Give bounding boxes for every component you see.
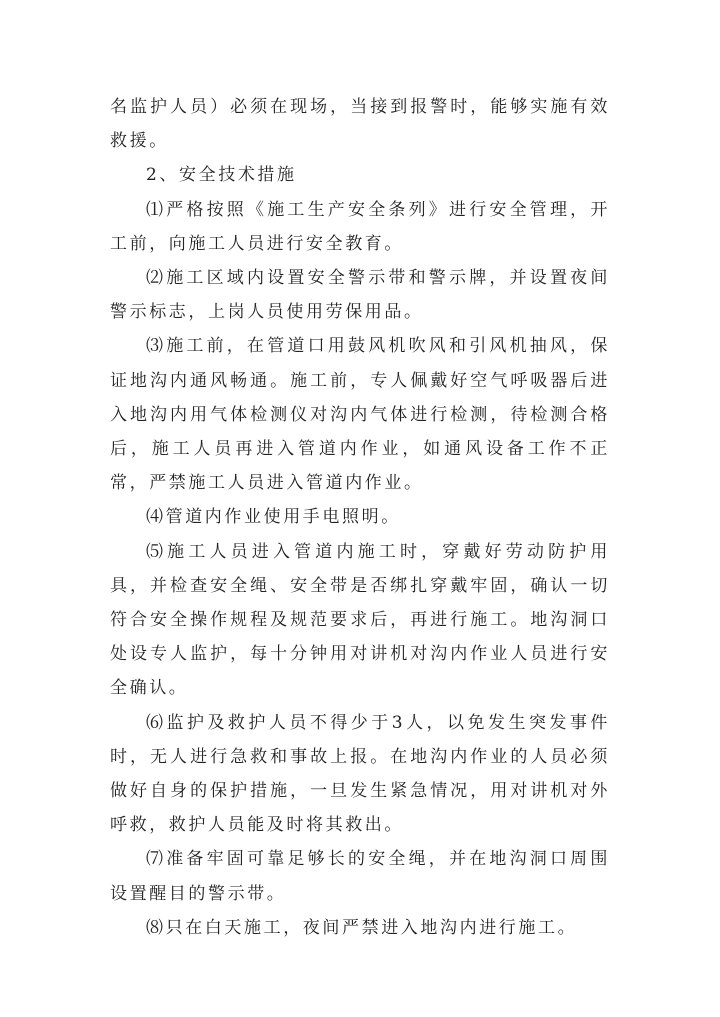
paragraph-item-2: ⑵施工区域内设置安全警示带和警示牌，并设置夜间警示标志，上岗人员使用劳保用品。: [110, 268, 610, 323]
paragraph-continuation: 名监护人员）必须在现场，当接到报警时，能够实施有效救援。: [110, 97, 610, 152]
paragraph-item-3: ⑶施工前，在管道口用鼓风机吹风和引风机抽风，保证地沟内通风畅通。施工前，专人佩戴好空气呼吸器后进入地沟内用气体检测仪对沟内气体进行检测，待检测合格后，施工人员再进入管道内作业，如通风设备工作不正常，严禁施工人员进入管道内作业。: [110, 336, 610, 494]
document-body: [110, 90, 610, 945]
section-heading: 2、安全技术措施: [146, 165, 297, 186]
paragraph-item-4: ⑷管道内作业使用手电照明。: [146, 507, 401, 528]
paragraph-item-5: ⑸施工人员进入管道内施工时，穿戴好劳动防护用具，并检查安全绳、安全带是否绑扎穿戴牢固，确认一切符合安全操作规程及规范要求后，再进行施工。地沟洞口处设专人监护，每十分钟用对讲机对沟内作业人员进行安全确认。: [110, 541, 610, 699]
paragraph-item-1: ⑴严格按照《施工生产安全条列》进行安全管理，开工前，向施工人员进行安全教育。: [110, 199, 610, 254]
paragraph-item-7: ⑺准备牢固可靠足够长的安全绳，并在地沟洞口周围设置醒目的警示带。: [110, 849, 610, 904]
paragraph-item-8: ⑻只在白天施工，夜间严禁进入地沟内进行施工。: [146, 917, 578, 938]
paragraph-item-6: ⑹监护及救护人员不得少于3人，以免发生突发事件时，无人进行急救和事故上报。在地沟内作业的人员必须做好自身的保护措施，一旦发生紧急情况，用对讲机对外呼救，救护人员能及时将其救出。: [110, 712, 610, 836]
